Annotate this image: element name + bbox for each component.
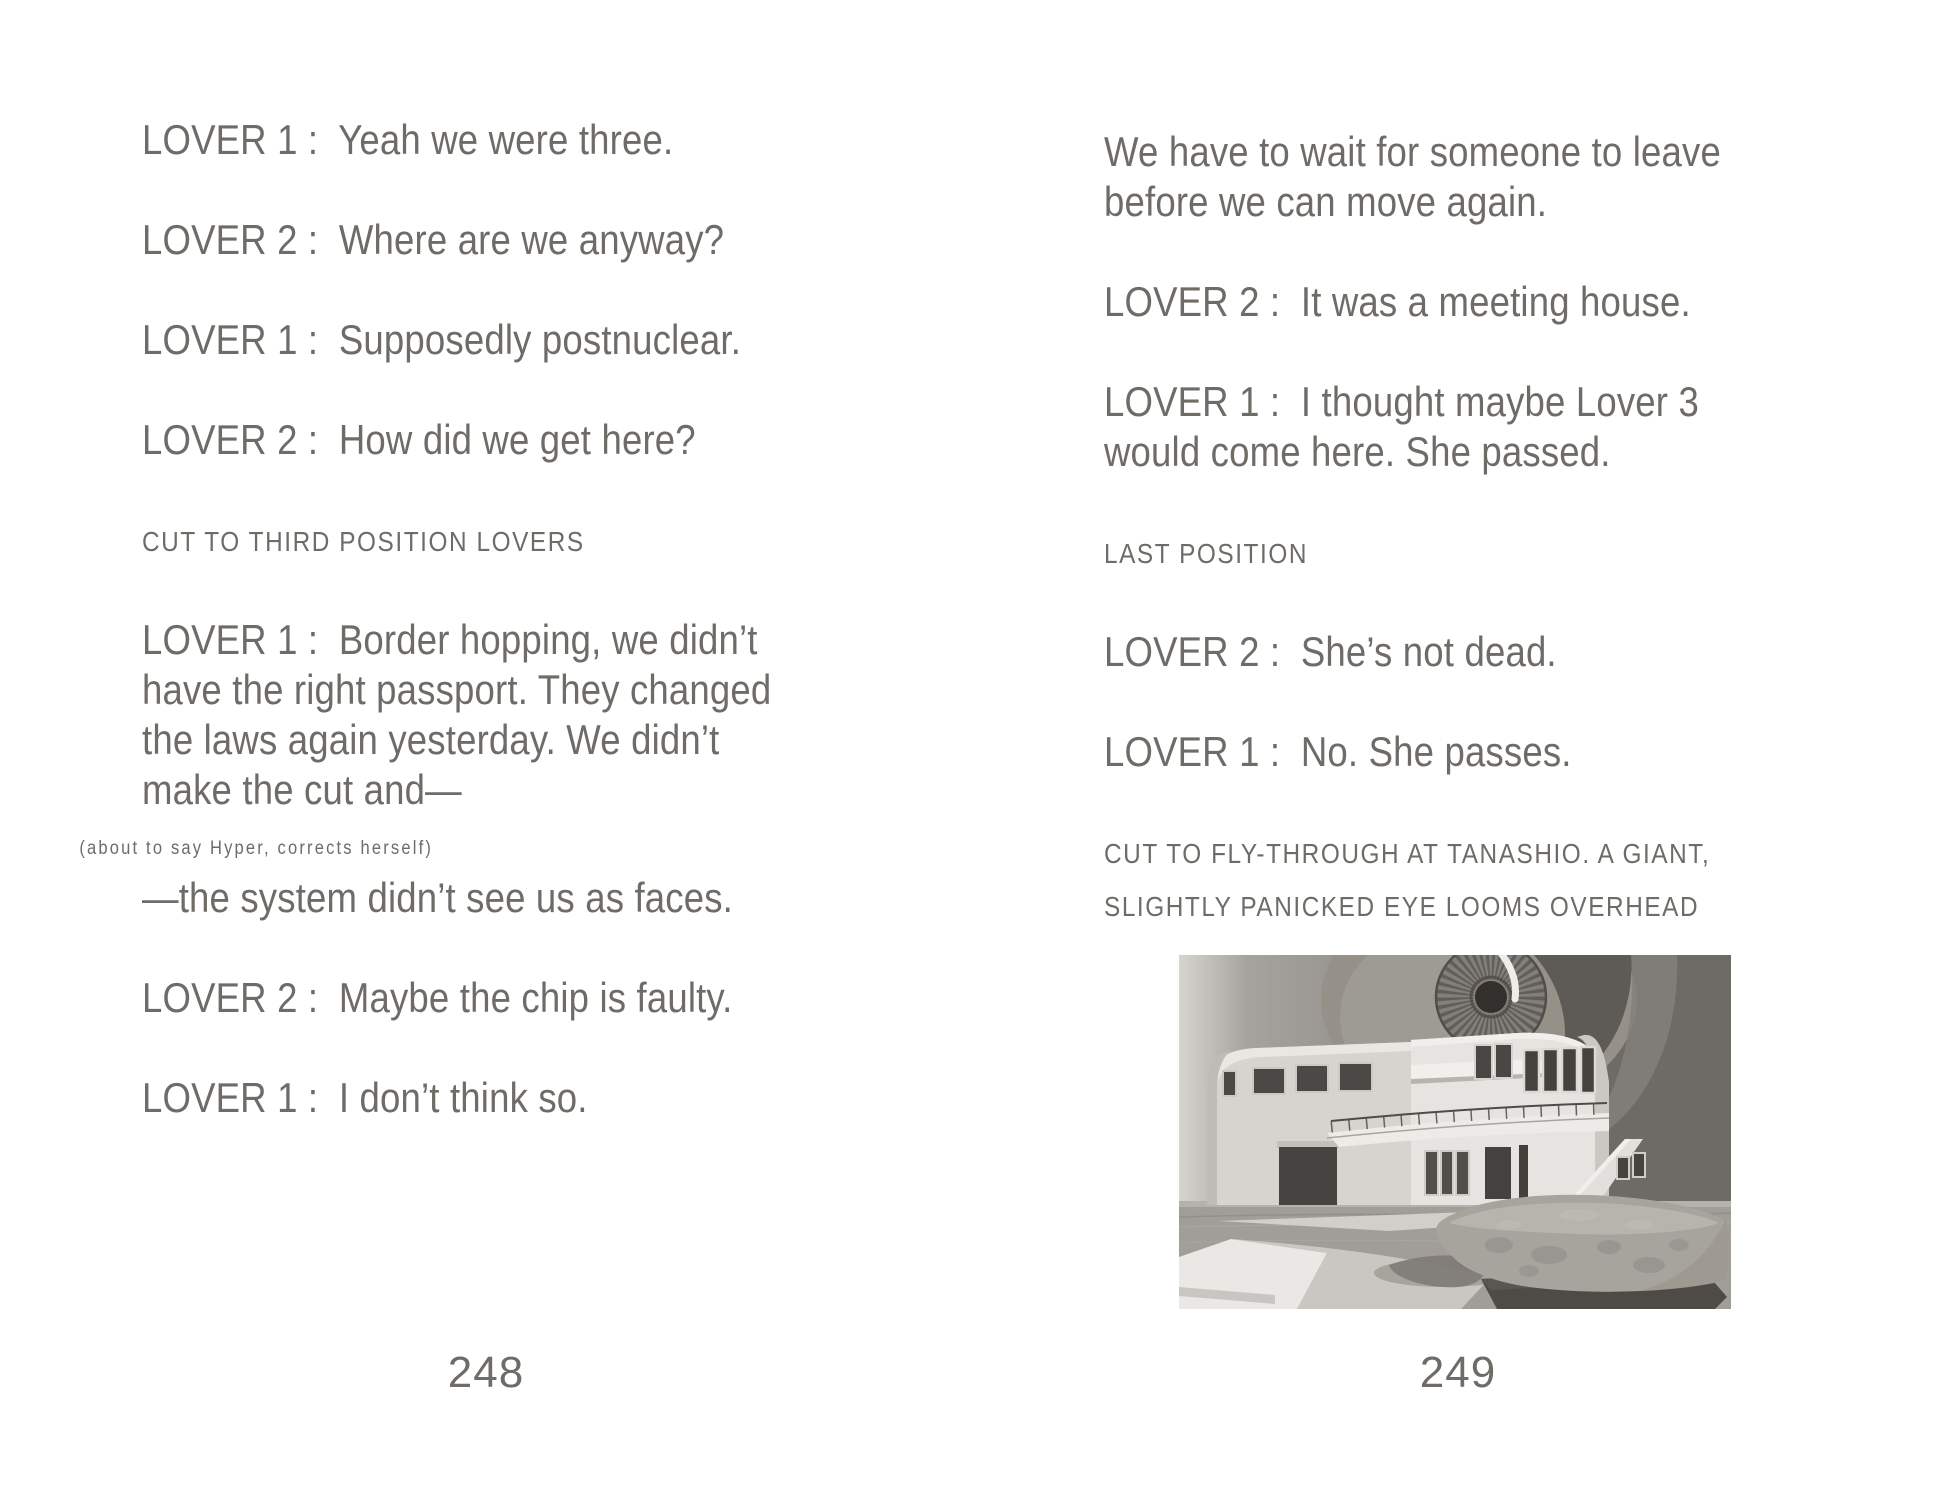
text-line: LOVER 1 : No. She passes.	[1104, 728, 1572, 775]
text-line: LOVER 1 : I thought maybe Lover 3	[1104, 378, 1699, 425]
text-line: LOVER 2 : She’s not dead.	[1104, 628, 1557, 675]
scene-photo	[1179, 955, 1731, 1309]
text-line: have the right passport. They changed	[142, 666, 772, 713]
text-column-right	[1104, 127, 1765, 980]
text-line: LOVER 1 : Supposedly postnuclear.	[142, 316, 742, 363]
text-line: before we can move again.	[1104, 178, 1548, 225]
text-line: —the system didn’t see us as faces.	[142, 874, 734, 921]
dialogue-block	[142, 215, 803, 265]
dialogue-block	[142, 1073, 803, 1123]
dialogue-block	[1104, 277, 1765, 327]
dialogue-block	[142, 873, 803, 923]
text-line: LOVER 2 : Where are we anyway?	[142, 216, 725, 263]
scene-direction	[142, 515, 803, 568]
dialogue-block	[142, 315, 803, 365]
page-number-left: 248	[447, 1348, 525, 1397]
text-line: the laws again yesterday. We didn’t	[142, 716, 720, 763]
page-left	[0, 0, 970, 1500]
modernist-building	[1207, 1033, 1645, 1205]
scene-illustration	[1179, 955, 1731, 1309]
dialogue-block	[142, 973, 803, 1023]
text-line: CUT TO FLY-THROUGH AT TANASHIO. A GIANT,	[1104, 838, 1711, 869]
scene-direction	[1104, 527, 1765, 580]
dialogue-block	[1104, 627, 1765, 677]
parenthetical-note	[79, 836, 803, 862]
dialogue-block	[142, 415, 803, 465]
text-line: would come here. She passed.	[1104, 428, 1611, 475]
scene-direction	[1104, 827, 1765, 933]
text-line: LOVER 1 : I don’t think so.	[142, 1074, 588, 1121]
text-line: We have to wait for someone to leave	[1104, 128, 1721, 175]
page-number-right: 249	[1419, 1348, 1497, 1397]
text-column-left	[79, 115, 803, 1173]
text-line: make the cut and—	[142, 766, 462, 813]
text-line: LAST POSITION	[1104, 538, 1309, 569]
dialogue-block	[142, 115, 803, 165]
text-line: CUT TO THIRD POSITION LOVERS	[142, 526, 585, 557]
dialogue-block	[1104, 127, 1765, 227]
dialogue-block	[1104, 727, 1765, 777]
text-line: (about to say Hyper, corrects herself)	[79, 838, 434, 859]
text-line: SLIGHTLY PANICKED EYE LOOMS OVERHEAD	[1104, 891, 1700, 922]
text-line: LOVER 1 : Yeah we were three.	[142, 116, 674, 163]
text-line: LOVER 1 : Border hopping, we didn’t	[142, 616, 758, 663]
dialogue-block	[142, 615, 803, 815]
dialogue-block	[1104, 377, 1765, 477]
text-line: LOVER 2 : How did we get here?	[142, 416, 696, 463]
page-right	[970, 0, 1941, 1500]
text-line: LOVER 2 : Maybe the chip is faulty.	[142, 974, 733, 1021]
text-line: LOVER 2 : It was a meeting house.	[1104, 278, 1691, 325]
